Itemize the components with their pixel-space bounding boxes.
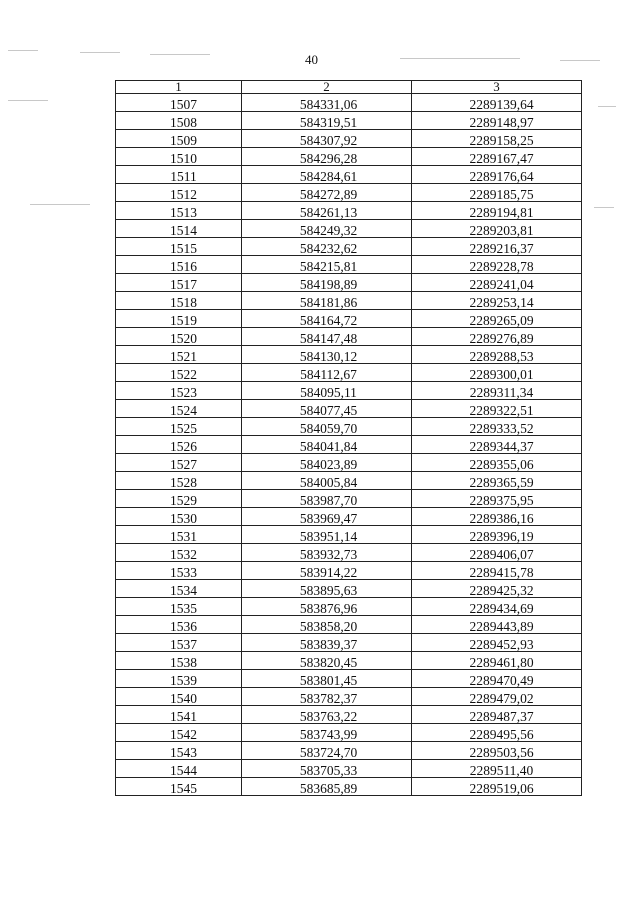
y-coordinate-cell: 2289322,51 — [412, 400, 582, 418]
y-coordinate-cell: 2289495,56 — [412, 724, 582, 742]
point-number-cell: 1538 — [116, 652, 242, 670]
point-number-cell: 1521 — [116, 346, 242, 364]
table-row — [116, 400, 582, 418]
y-coordinate-cell: 2289288,53 — [412, 346, 582, 364]
y-coordinate-cell: 2289185,75 — [412, 184, 582, 202]
x-coordinate-cell: 583914,22 — [242, 562, 412, 580]
table-row — [116, 526, 582, 544]
header-col-3: 3 — [412, 81, 582, 94]
table-row — [116, 706, 582, 724]
y-coordinate-cell: 2289216,37 — [412, 238, 582, 256]
header-col-2: 2 — [242, 81, 412, 94]
point-number-cell: 1535 — [116, 598, 242, 616]
table-row — [116, 580, 582, 598]
table-row — [116, 688, 582, 706]
point-number-cell: 1514 — [116, 220, 242, 238]
x-coordinate-cell: 583743,99 — [242, 724, 412, 742]
x-coordinate-cell: 584272,89 — [242, 184, 412, 202]
x-coordinate-cell: 584130,12 — [242, 346, 412, 364]
point-number-cell: 1540 — [116, 688, 242, 706]
y-coordinate-cell: 2289511,40 — [412, 760, 582, 778]
y-coordinate-cell: 2289396,19 — [412, 526, 582, 544]
y-coordinate-cell: 2289461,80 — [412, 652, 582, 670]
table-row — [116, 724, 582, 742]
x-coordinate-cell: 583839,37 — [242, 634, 412, 652]
scan-artifact — [8, 100, 48, 101]
x-coordinate-cell: 584284,61 — [242, 166, 412, 184]
x-coordinate-cell: 584023,89 — [242, 454, 412, 472]
y-coordinate-cell: 2289452,93 — [412, 634, 582, 652]
table-row — [116, 382, 582, 400]
x-coordinate-cell: 584261,13 — [242, 202, 412, 220]
y-coordinate-cell: 2289203,81 — [412, 220, 582, 238]
y-coordinate-cell: 2289479,02 — [412, 688, 582, 706]
y-coordinate-cell: 2289365,59 — [412, 472, 582, 490]
x-coordinate-cell: 583685,89 — [242, 778, 412, 796]
point-number-cell: 1523 — [116, 382, 242, 400]
point-number-cell: 1509 — [116, 130, 242, 148]
y-coordinate-cell: 2289487,37 — [412, 706, 582, 724]
y-coordinate-cell: 2289253,14 — [412, 292, 582, 310]
point-number-cell: 1508 — [116, 112, 242, 130]
point-number-cell: 1525 — [116, 418, 242, 436]
table-row — [116, 616, 582, 634]
x-coordinate-cell: 584249,32 — [242, 220, 412, 238]
point-number-cell: 1507 — [116, 94, 242, 112]
point-number-cell: 1536 — [116, 616, 242, 634]
y-coordinate-cell: 2289139,64 — [412, 94, 582, 112]
scan-artifact — [30, 204, 90, 205]
table-row — [116, 310, 582, 328]
table-row — [116, 436, 582, 454]
point-number-cell: 1513 — [116, 202, 242, 220]
x-coordinate-cell: 584319,51 — [242, 112, 412, 130]
x-coordinate-cell: 583876,96 — [242, 598, 412, 616]
x-coordinate-cell: 583951,14 — [242, 526, 412, 544]
header-row — [116, 81, 582, 94]
table-row — [116, 472, 582, 490]
y-coordinate-cell: 2289176,64 — [412, 166, 582, 184]
point-number-cell: 1527 — [116, 454, 242, 472]
y-coordinate-cell: 2289265,09 — [412, 310, 582, 328]
x-coordinate-cell: 584112,67 — [242, 364, 412, 382]
y-coordinate-cell: 2289503,56 — [412, 742, 582, 760]
y-coordinate-cell: 2289333,52 — [412, 418, 582, 436]
y-coordinate-cell: 2289194,81 — [412, 202, 582, 220]
point-number-cell: 1541 — [116, 706, 242, 724]
point-number-cell: 1526 — [116, 436, 242, 454]
table-row — [116, 166, 582, 184]
point-number-cell: 1542 — [116, 724, 242, 742]
table-row — [116, 184, 582, 202]
table-header — [116, 81, 582, 94]
table-row — [116, 94, 582, 112]
y-coordinate-cell: 2289470,49 — [412, 670, 582, 688]
table-row — [116, 418, 582, 436]
point-number-cell: 1543 — [116, 742, 242, 760]
x-coordinate-cell: 584147,48 — [242, 328, 412, 346]
x-coordinate-cell: 583763,22 — [242, 706, 412, 724]
x-coordinate-cell: 583705,33 — [242, 760, 412, 778]
table-row — [116, 202, 582, 220]
y-coordinate-cell: 2289344,37 — [412, 436, 582, 454]
point-number-cell: 1518 — [116, 292, 242, 310]
x-coordinate-cell: 584041,84 — [242, 436, 412, 454]
table-row — [116, 238, 582, 256]
x-coordinate-cell: 583801,45 — [242, 670, 412, 688]
y-coordinate-cell: 2289167,47 — [412, 148, 582, 166]
page-number: 40 — [305, 52, 318, 67]
x-coordinate-cell: 584059,70 — [242, 418, 412, 436]
table-row — [116, 652, 582, 670]
table-row — [116, 544, 582, 562]
y-coordinate-cell: 2289276,89 — [412, 328, 582, 346]
y-coordinate-cell: 2289375,95 — [412, 490, 582, 508]
table-row — [116, 760, 582, 778]
header-col-1: 1 — [116, 81, 242, 94]
point-number-cell: 1510 — [116, 148, 242, 166]
scan-artifact — [8, 50, 38, 51]
table-row — [116, 454, 582, 472]
x-coordinate-cell: 584077,45 — [242, 400, 412, 418]
x-coordinate-cell: 583895,63 — [242, 580, 412, 598]
y-coordinate-cell: 2289311,34 — [412, 382, 582, 400]
point-number-cell: 1533 — [116, 562, 242, 580]
x-coordinate-cell: 583987,70 — [242, 490, 412, 508]
x-coordinate-cell: 584331,06 — [242, 94, 412, 112]
y-coordinate-cell: 2289434,69 — [412, 598, 582, 616]
table-row — [116, 256, 582, 274]
coordinates-table — [115, 80, 582, 796]
table-row — [116, 634, 582, 652]
y-coordinate-cell: 2289443,89 — [412, 616, 582, 634]
table-row — [116, 112, 582, 130]
y-coordinate-cell: 2289519,06 — [412, 778, 582, 796]
y-coordinate-cell: 2289415,78 — [412, 562, 582, 580]
point-number-cell: 1534 — [116, 580, 242, 598]
y-coordinate-cell: 2289425,32 — [412, 580, 582, 598]
table-row — [116, 328, 582, 346]
table-row — [116, 508, 582, 526]
x-coordinate-cell: 584181,86 — [242, 292, 412, 310]
scan-artifact — [598, 106, 616, 107]
table-row — [116, 670, 582, 688]
table-row — [116, 148, 582, 166]
table-row — [116, 274, 582, 292]
table-row — [116, 598, 582, 616]
point-number-cell: 1530 — [116, 508, 242, 526]
x-coordinate-cell: 584296,28 — [242, 148, 412, 166]
point-number-cell: 1512 — [116, 184, 242, 202]
x-coordinate-cell: 584307,92 — [242, 130, 412, 148]
table-body — [116, 94, 582, 796]
point-number-cell: 1544 — [116, 760, 242, 778]
point-number-cell: 1532 — [116, 544, 242, 562]
point-number-cell: 1520 — [116, 328, 242, 346]
x-coordinate-cell: 583932,73 — [242, 544, 412, 562]
table-row — [116, 364, 582, 382]
table-row — [116, 490, 582, 508]
y-coordinate-cell: 2289158,25 — [412, 130, 582, 148]
point-number-cell: 1519 — [116, 310, 242, 328]
x-coordinate-cell: 583969,47 — [242, 508, 412, 526]
y-coordinate-cell: 2289148,97 — [412, 112, 582, 130]
y-coordinate-cell: 2289406,07 — [412, 544, 582, 562]
x-coordinate-cell: 584164,72 — [242, 310, 412, 328]
x-coordinate-cell: 583724,70 — [242, 742, 412, 760]
point-number-cell: 1531 — [116, 526, 242, 544]
point-number-cell: 1539 — [116, 670, 242, 688]
table-row — [116, 130, 582, 148]
y-coordinate-cell: 2289355,06 — [412, 454, 582, 472]
point-number-cell: 1545 — [116, 778, 242, 796]
x-coordinate-cell: 584005,84 — [242, 472, 412, 490]
point-number-cell: 1522 — [116, 364, 242, 382]
x-coordinate-cell: 583820,45 — [242, 652, 412, 670]
y-coordinate-cell: 2289300,01 — [412, 364, 582, 382]
point-number-cell: 1515 — [116, 238, 242, 256]
x-coordinate-cell: 584232,62 — [242, 238, 412, 256]
y-coordinate-cell: 2289386,16 — [412, 508, 582, 526]
table-row — [116, 292, 582, 310]
point-number-cell: 1537 — [116, 634, 242, 652]
x-coordinate-cell: 584095,11 — [242, 382, 412, 400]
point-number-cell: 1516 — [116, 256, 242, 274]
point-number-cell: 1524 — [116, 400, 242, 418]
y-coordinate-cell: 2289241,04 — [412, 274, 582, 292]
table-row — [116, 346, 582, 364]
x-coordinate-cell: 584215,81 — [242, 256, 412, 274]
scan-artifact — [594, 207, 614, 208]
x-coordinate-cell: 584198,89 — [242, 274, 412, 292]
point-number-cell: 1529 — [116, 490, 242, 508]
point-number-cell: 1511 — [116, 166, 242, 184]
point-number-cell: 1517 — [116, 274, 242, 292]
table-row — [116, 742, 582, 760]
table-row — [116, 778, 582, 796]
table-row — [116, 562, 582, 580]
x-coordinate-cell: 583858,20 — [242, 616, 412, 634]
y-coordinate-cell: 2289228,78 — [412, 256, 582, 274]
x-coordinate-cell: 583782,37 — [242, 688, 412, 706]
point-number-cell: 1528 — [116, 472, 242, 490]
table-row — [116, 220, 582, 238]
